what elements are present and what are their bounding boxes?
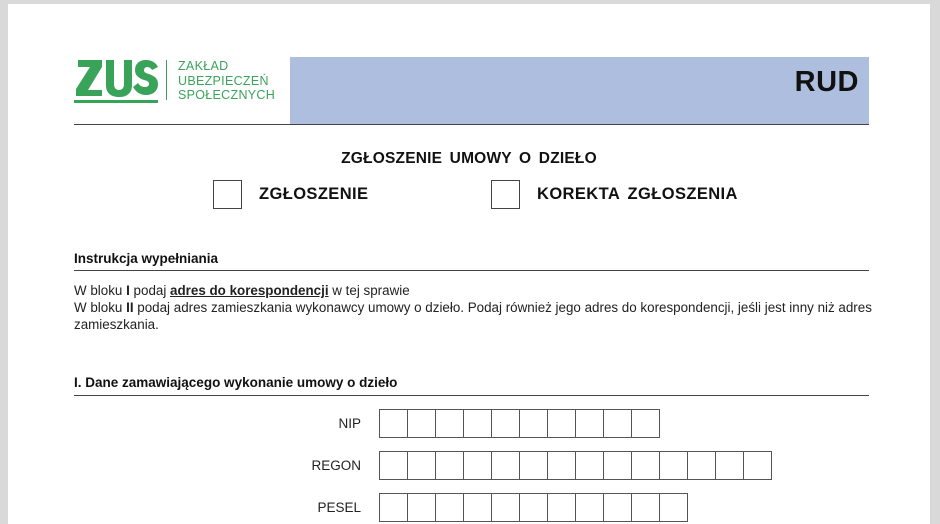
digit-cell[interactable] — [491, 451, 520, 480]
digit-cell[interactable] — [631, 451, 660, 480]
digit-cell[interactable] — [407, 493, 436, 522]
digit-cell[interactable] — [463, 451, 492, 480]
digit-cell[interactable] — [603, 451, 632, 480]
digit-cell[interactable] — [631, 409, 660, 438]
section-1-heading: I. Dane zamawiającego wykonanie umowy o dzieło — [74, 375, 398, 390]
instr-text: W bloku — [74, 283, 127, 298]
instructions-line-1 — [74, 282, 874, 299]
digit-cell[interactable] — [575, 409, 604, 438]
digit-cell[interactable] — [435, 493, 464, 522]
korekta-label: KOREKTA ZGŁOSZENIA — [537, 185, 738, 203]
zus-logo-mark-icon — [74, 56, 160, 104]
digit-cell[interactable] — [463, 409, 492, 438]
instructions-divider — [74, 270, 869, 271]
nip-input[interactable] — [379, 409, 659, 438]
digit-cell[interactable] — [407, 409, 436, 438]
form-title: ZGŁOSZENIE UMOWY O DZIEŁO — [341, 150, 597, 167]
digit-cell[interactable] — [631, 493, 660, 522]
digit-cell[interactable] — [435, 409, 464, 438]
pesel-input[interactable] — [379, 493, 687, 522]
nip-label: NIP — [338, 416, 361, 431]
digit-cell[interactable] — [519, 409, 548, 438]
digit-cell[interactable] — [575, 493, 604, 522]
digit-cell[interactable] — [659, 451, 688, 480]
zgloszenie-checkbox[interactable] — [213, 180, 242, 209]
digit-cell[interactable] — [491, 493, 520, 522]
regon-label: REGON — [311, 458, 361, 473]
logo-divider — [166, 60, 167, 100]
instr-text: w tej sprawie — [328, 283, 410, 298]
form-code: RUD — [794, 66, 859, 98]
instr-text: podaj — [129, 283, 171, 298]
digit-cell[interactable] — [463, 493, 492, 522]
digit-cell[interactable] — [603, 409, 632, 438]
header-divider — [74, 124, 869, 125]
instr-text: podaj adres zamieszkania wykonawcy umowy o dzieło. Podaj również jego adres do korespondencji, jeśli jest inny niż adres zamieszkania. — [74, 300, 872, 332]
zus-logo — [74, 56, 304, 112]
instructions-heading: Instrukcja wypełniania — [74, 251, 219, 266]
digit-cell[interactable] — [379, 493, 408, 522]
form-code-band — [290, 57, 869, 125]
digit-cell[interactable] — [659, 493, 688, 522]
instr-text: W bloku — [74, 300, 127, 315]
digit-cell[interactable] — [743, 451, 772, 480]
instructions-line-2 — [74, 299, 874, 333]
instructions-text — [74, 282, 874, 333]
zgloszenie-label: ZGŁOSZENIE — [259, 185, 369, 203]
digit-cell[interactable] — [435, 451, 464, 480]
digit-cell[interactable] — [547, 409, 576, 438]
digit-cell[interactable] — [575, 451, 604, 480]
logo-line-2: UBEZPIECZEŃ — [178, 73, 269, 88]
digit-cell[interactable] — [519, 451, 548, 480]
digit-cell[interactable] — [687, 451, 716, 480]
logo-line-3: SPOŁECZNYCH — [178, 88, 276, 102]
digit-cell[interactable] — [379, 409, 408, 438]
digit-cell[interactable] — [379, 451, 408, 480]
korekta-checkbox[interactable] — [491, 180, 520, 209]
digit-cell[interactable] — [547, 493, 576, 522]
pesel-label: PESEL — [317, 500, 361, 515]
block-ref: II — [126, 300, 134, 315]
section-1-divider — [74, 395, 869, 396]
digit-cell[interactable] — [603, 493, 632, 522]
form-sheet — [8, 4, 930, 524]
digit-cell[interactable] — [491, 409, 520, 438]
digit-cell[interactable] — [547, 451, 576, 480]
digit-cell[interactable] — [519, 493, 548, 522]
regon-input[interactable] — [379, 451, 771, 480]
digit-cell[interactable] — [407, 451, 436, 480]
logo-wordmark — [178, 59, 275, 103]
block-ref: I — [126, 283, 130, 298]
logo-line-1: ZAKŁAD — [178, 59, 229, 73]
digit-cell[interactable] — [715, 451, 744, 480]
correspondence-address-emphasis: adres do korespondencji — [170, 283, 329, 298]
